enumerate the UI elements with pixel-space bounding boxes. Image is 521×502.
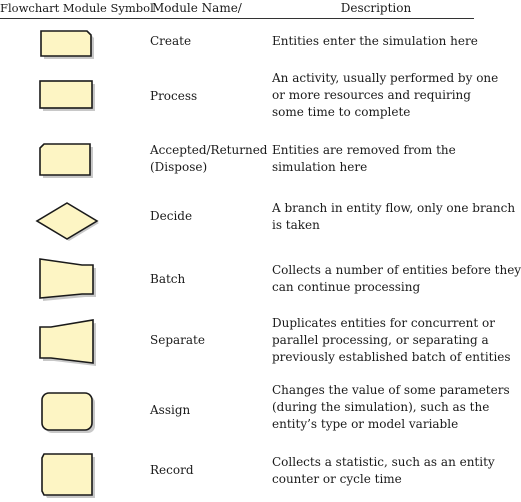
decide-symbol: [30, 198, 104, 246]
table-row: [0, 66, 499, 124]
separate-symbol: [30, 318, 104, 366]
process-symbol: [30, 74, 104, 122]
header-symbol: Flowchart Module Symbol: [0, 1, 154, 15]
module-description: Entities are removed from the simulation here: [272, 143, 456, 174]
module-description: Entities enter the simulation here: [272, 34, 478, 48]
module-description: Collects a statistic, such as an entity counter or cycle time: [272, 455, 495, 486]
module-name: Separate: [150, 333, 205, 347]
header-description: Description: [340, 1, 412, 15]
table-row: [0, 380, 510, 444]
dispose-symbol: [30, 136, 104, 184]
module-name: Create: [150, 34, 192, 48]
table-row: [0, 254, 521, 310]
batch-symbol: [30, 256, 104, 304]
table-row: [0, 196, 516, 246]
module-description: Duplicates entities for concurrent or parallel processing, or separating a previously established batch of entities: [272, 316, 511, 364]
table-row: [0, 132, 474, 188]
module-name: Record: [150, 463, 194, 477]
module-name: Batch: [150, 272, 186, 286]
create-symbol: [30, 24, 104, 72]
header-name: Module Name/: [152, 1, 242, 15]
module-name: Process: [150, 89, 198, 103]
assign-symbol: [30, 388, 104, 436]
module-description: Changes the value of some parameters (during the simulation), such as the entity’s type or model variable: [272, 383, 510, 431]
table-row: [0, 448, 495, 486]
module-description: A branch in entity flow, only one branch is taken: [272, 201, 516, 232]
table-header: [0, 0, 474, 19]
module-name: Accepted/Returned (Dispose): [150, 143, 268, 174]
module-name: Decide: [150, 209, 193, 223]
table-row: [0, 312, 511, 376]
table-row: [0, 20, 478, 66]
module-name: Assign: [150, 403, 191, 417]
module-description: An activity, usually performed by one or more resources and requiring some time to complete: [272, 71, 499, 119]
module-description: Collects a number of entities before they can continue processing: [272, 263, 521, 294]
record-symbol: [30, 454, 104, 502]
